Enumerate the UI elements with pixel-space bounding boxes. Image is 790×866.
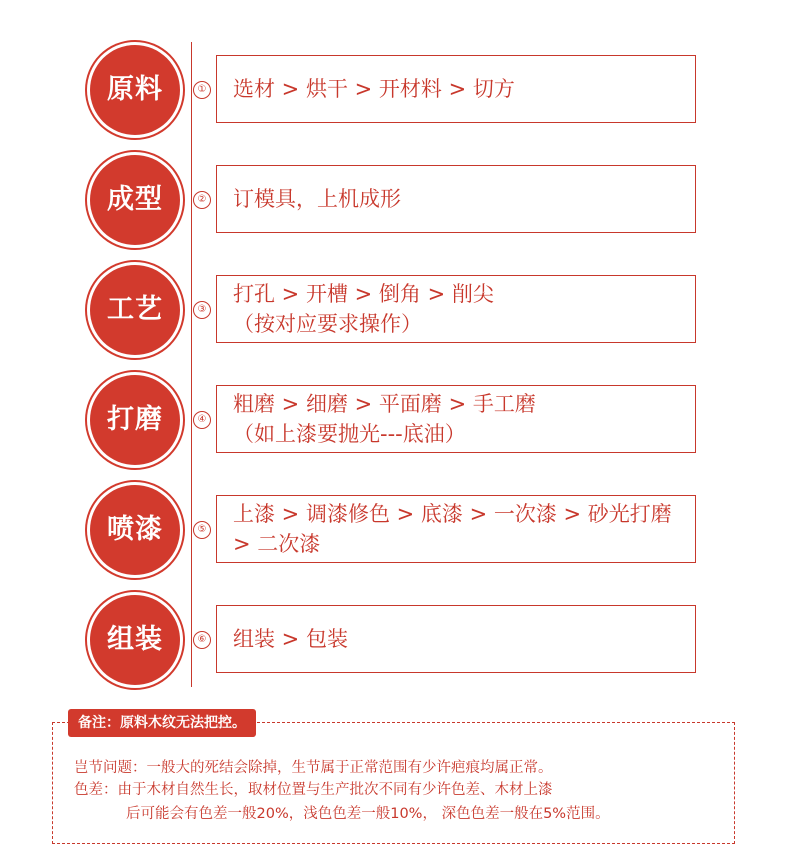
step-box <box>216 385 696 453</box>
step-title: 喷漆 <box>107 514 163 545</box>
note-color-text: 色差：由于木材自然生长，取材位置与生产批次不同有少许色差、木材上漆 <box>74 782 553 798</box>
step-number: ④ <box>193 411 211 429</box>
step-text-line: （按对应要求操作） <box>233 312 422 336</box>
step-circle <box>90 375 180 465</box>
step-polishing <box>0 375 790 485</box>
step-circle <box>90 45 180 135</box>
step-text-line: （如上漆要抛光---底油） <box>233 422 466 446</box>
step-text-line: 粗磨 > 细磨 > 平面磨 > 手工磨 <box>233 392 536 416</box>
step-title: 工艺 <box>107 294 163 325</box>
step-box <box>216 165 696 233</box>
step-raw-material <box>0 45 790 155</box>
step-text-line: 上漆 > 调漆修色 > 底漆 > 一次漆 > 砂光打磨 <box>233 502 672 526</box>
step-forming <box>0 155 790 265</box>
step-title: 组装 <box>107 624 163 655</box>
step-title: 成型 <box>107 184 163 215</box>
step-number: ① <box>193 81 211 99</box>
step-text-line: 组装 > 包装 <box>233 627 348 651</box>
step-number: ⑥ <box>193 631 211 649</box>
step-painting <box>0 485 790 595</box>
step-craft <box>0 265 790 375</box>
step-box <box>216 275 696 343</box>
note-title: 备注：原料木纹无法把控。 <box>68 709 256 737</box>
step-circle <box>90 485 180 575</box>
step-circle <box>90 155 180 245</box>
note-color-text-cont: 后可能会有色差一般20%，浅色色差一般10%， 深色色差一般在5%范围。 <box>126 806 610 822</box>
step-circle <box>90 595 180 685</box>
step-box <box>216 55 696 123</box>
step-assembly <box>0 595 790 705</box>
step-box <box>216 605 696 673</box>
step-title: 原料 <box>107 74 163 105</box>
step-number: ③ <box>193 301 211 319</box>
step-box <box>216 495 696 563</box>
step-title: 打磨 <box>107 404 163 435</box>
step-number: ⑤ <box>193 521 211 539</box>
step-text-line: 订模具，上机成形 <box>233 187 401 211</box>
step-text-line: 选材 > 烘干 > 开材料 > 切方 <box>233 77 515 101</box>
step-number: ② <box>193 191 211 209</box>
note-knot-text: 岂节问题：一般大的死结会除掉，生节属于正常范围有少许疤痕均属正常。 <box>74 760 553 776</box>
step-text-line: > 二次漆 <box>233 532 321 556</box>
step-circle <box>90 265 180 355</box>
step-text-line: 打孔 > 开槽 > 倒角 > 削尖 <box>233 282 494 306</box>
